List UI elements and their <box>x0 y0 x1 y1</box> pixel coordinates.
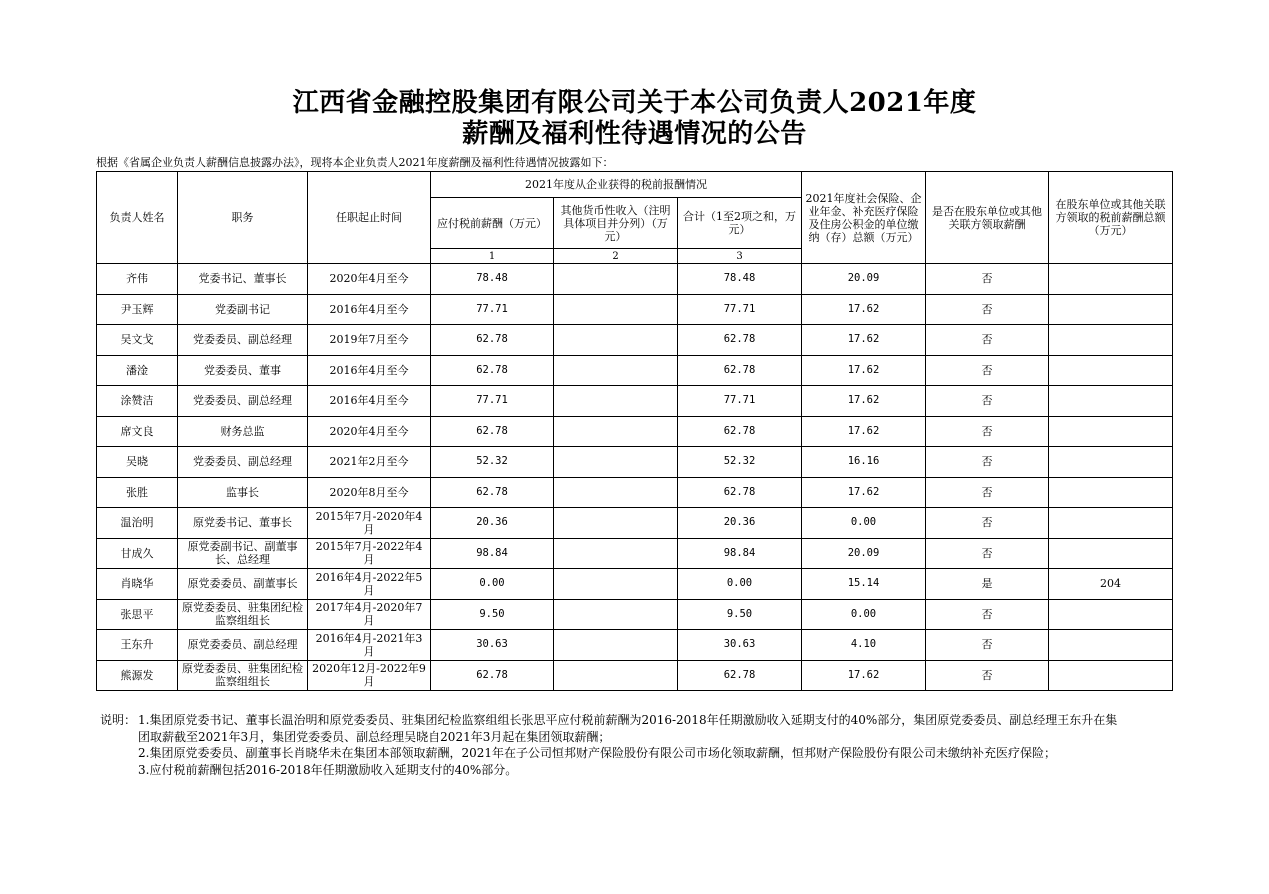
cell-insurance: 17.62 <box>802 294 926 325</box>
cell-related: 是 <box>926 569 1049 600</box>
table-body <box>97 264 1173 691</box>
cell-position: 原党委委员、副总经理 <box>178 630 308 661</box>
cell-name: 尹玉辉 <box>97 294 178 325</box>
header-pay: 应付税前薪酬（万元） <box>431 198 554 249</box>
cell-related-amount <box>1049 599 1173 630</box>
cell-pay: 9.50 <box>431 599 554 630</box>
cell-total: 62.78 <box>678 325 802 356</box>
cell-term: 2020年4月至今 <box>308 264 431 295</box>
cell-related-amount: 204 <box>1049 569 1173 600</box>
cell-related: 否 <box>926 630 1049 661</box>
cell-related-amount <box>1049 355 1173 386</box>
cell-insurance: 17.62 <box>802 386 926 417</box>
cell-other <box>554 660 678 691</box>
cell-insurance: 0.00 <box>802 508 926 539</box>
cell-related-amount <box>1049 538 1173 569</box>
page-subtitle: 薪酬及福利性待遇情况的公告 <box>462 119 807 149</box>
cell-term: 2016年4月-2022年5月 <box>308 569 431 600</box>
cell-position: 原党委副书记、副董事长、总经理 <box>178 538 308 569</box>
cell-related: 否 <box>926 477 1049 508</box>
cell-other <box>554 630 678 661</box>
cell-other <box>554 538 678 569</box>
cell-name: 张思平 <box>97 599 178 630</box>
cell-total: 62.78 <box>678 416 802 447</box>
header-col-3: 3 <box>678 249 802 264</box>
cell-term: 2017年4月-2020年7月 <box>308 599 431 630</box>
cell-insurance: 0.00 <box>802 599 926 630</box>
cell-total: 62.78 <box>678 660 802 691</box>
cell-insurance: 17.62 <box>802 325 926 356</box>
header-related: 是否在股东单位或其他关联方领取薪酬 <box>926 172 1049 264</box>
cell-position: 财务总监 <box>178 416 308 447</box>
cell-name: 熊源发 <box>97 660 178 691</box>
cell-related-amount <box>1049 508 1173 539</box>
cell-pay: 52.32 <box>431 447 554 478</box>
cell-name: 甘成久 <box>97 538 178 569</box>
cell-position: 党委书记、董事长 <box>178 264 308 295</box>
cell-term: 2015年7月-2020年4月 <box>308 508 431 539</box>
cell-position: 原党委委员、驻集团纪检监察组组长 <box>178 660 308 691</box>
cell-total: 77.71 <box>678 386 802 417</box>
cell-total: 30.63 <box>678 630 802 661</box>
cell-total: 78.48 <box>678 264 802 295</box>
cell-insurance: 17.62 <box>802 477 926 508</box>
cell-name: 潘淦 <box>97 355 178 386</box>
cell-pay: 30.63 <box>431 630 554 661</box>
cell-other <box>554 325 678 356</box>
cell-insurance: 15.14 <box>802 569 926 600</box>
cell-position: 党委委员、副总经理 <box>178 447 308 478</box>
cell-term: 2019年7月至今 <box>308 325 431 356</box>
cell-other <box>554 599 678 630</box>
cell-pay: 62.78 <box>431 416 554 447</box>
cell-position: 原党委书记、董事长 <box>178 508 308 539</box>
intro-text: 根据《省属企业负责人薪酬信息披露办法》，现将本企业负责人2021年度薪酬及福利性待遇情况披露如下： <box>96 156 614 169</box>
cell-other <box>554 264 678 295</box>
note-item: 1.集团原党委书记、董事长温治明和原党委委员、驻集团纪检监察组组长张思平应付税前薪酬为2016-2018年任期激励收入延期支付的40%部分，集团原党委委员、副总经理王东升在集团取薪截至2021年3月，集团党委委员、副总经理吴晓自2021年3月起在集团领取薪酬； <box>138 713 1118 744</box>
cell-term: 2015年7月-2022年4月 <box>308 538 431 569</box>
cell-name: 吴文戈 <box>97 325 178 356</box>
cell-term: 2016年4月至今 <box>308 294 431 325</box>
cell-related-amount <box>1049 325 1173 356</box>
compensation-table <box>96 171 1173 691</box>
cell-other <box>554 416 678 447</box>
cell-related-amount <box>1049 660 1173 691</box>
table-row <box>97 477 1173 508</box>
cell-name: 王东升 <box>97 630 178 661</box>
cell-related: 否 <box>926 325 1049 356</box>
cell-other <box>554 569 678 600</box>
cell-position: 党委委员、董事 <box>178 355 308 386</box>
cell-insurance: 4.10 <box>802 630 926 661</box>
cell-position: 原党委委员、驻集团纪检监察组组长 <box>178 599 308 630</box>
cell-term: 2016年4月-2021年3月 <box>308 630 431 661</box>
cell-other <box>554 355 678 386</box>
cell-related-amount <box>1049 416 1173 447</box>
cell-insurance: 17.62 <box>802 416 926 447</box>
table-row <box>97 264 1173 295</box>
cell-term: 2016年4月至今 <box>308 355 431 386</box>
table-row <box>97 538 1173 569</box>
table-row <box>97 325 1173 356</box>
cell-related: 否 <box>926 660 1049 691</box>
cell-pay: 62.78 <box>431 325 554 356</box>
cell-insurance: 17.62 <box>802 355 926 386</box>
cell-insurance: 20.09 <box>802 264 926 295</box>
cell-total: 62.78 <box>678 355 802 386</box>
page-title: 江西省金融控股集团有限公司关于本公司负责人2021年度 <box>292 88 977 118</box>
notes-prefix: 说明： <box>100 713 137 727</box>
table-row <box>97 386 1173 417</box>
cell-term: 2021年2月至今 <box>308 447 431 478</box>
cell-term: 2020年4月至今 <box>308 416 431 447</box>
cell-related: 否 <box>926 264 1049 295</box>
header-related-amount: 在股东单位或其他关联方领取的税前薪酬总额（万元） <box>1049 172 1173 264</box>
cell-related: 否 <box>926 599 1049 630</box>
cell-insurance: 20.09 <box>802 538 926 569</box>
cell-related-amount <box>1049 630 1173 661</box>
cell-total: 98.84 <box>678 538 802 569</box>
table-row <box>97 660 1173 691</box>
cell-other <box>554 477 678 508</box>
table-row <box>97 569 1173 600</box>
cell-total: 52.32 <box>678 447 802 478</box>
cell-insurance: 16.16 <box>802 447 926 478</box>
cell-term: 2020年8月至今 <box>308 477 431 508</box>
cell-term: 2020年12月-2022年9月 <box>308 660 431 691</box>
table-row <box>97 630 1173 661</box>
cell-related-amount <box>1049 386 1173 417</box>
header-col-1: 1 <box>431 249 554 264</box>
note-item: 3.应付税前薪酬包括2016-2018年任期激励收入延期支付的40%部分。 <box>138 762 518 777</box>
cell-name: 温治明 <box>97 508 178 539</box>
cell-insurance: 17.62 <box>802 660 926 691</box>
cell-related-amount <box>1049 477 1173 508</box>
table-row <box>97 355 1173 386</box>
header-total: 合计（1至2项之和，万元） <box>678 198 802 249</box>
cell-position: 党委委员、副总经理 <box>178 386 308 417</box>
cell-name: 肖晓华 <box>97 569 178 600</box>
header-position: 职务 <box>178 172 308 264</box>
header-insurance: 2021年度社会保险、企业年金、补充医疗保险及住房公积金的单位缴纳（存）总额（万元） <box>802 172 926 264</box>
cell-related: 否 <box>926 416 1049 447</box>
cell-total: 77.71 <box>678 294 802 325</box>
cell-total: 20.36 <box>678 508 802 539</box>
cell-term: 2016年4月至今 <box>308 386 431 417</box>
table-row <box>97 294 1173 325</box>
cell-name: 张胜 <box>97 477 178 508</box>
cell-related: 否 <box>926 386 1049 417</box>
cell-related-amount <box>1049 264 1173 295</box>
cell-pay: 0.00 <box>431 569 554 600</box>
table-row <box>97 508 1173 539</box>
header-name: 负责人姓名 <box>97 172 178 264</box>
cell-pay: 62.78 <box>431 355 554 386</box>
cell-pay: 77.71 <box>431 294 554 325</box>
cell-other <box>554 386 678 417</box>
cell-total: 0.00 <box>678 569 802 600</box>
cell-pay: 20.36 <box>431 508 554 539</box>
table-row <box>97 599 1173 630</box>
cell-other <box>554 447 678 478</box>
cell-pay: 77.71 <box>431 386 554 417</box>
header-pay-group: 2021年度从企业获得的税前报酬情况 <box>431 172 802 198</box>
cell-name: 席文良 <box>97 416 178 447</box>
table-row <box>97 416 1173 447</box>
cell-name: 涂赞洁 <box>97 386 178 417</box>
cell-total: 62.78 <box>678 477 802 508</box>
cell-other <box>554 508 678 539</box>
cell-total: 9.50 <box>678 599 802 630</box>
cell-related: 否 <box>926 538 1049 569</box>
cell-related: 否 <box>926 294 1049 325</box>
table-row <box>97 447 1173 478</box>
cell-name: 吴晓 <box>97 447 178 478</box>
header-term: 任职起止时间 <box>308 172 431 264</box>
cell-related-amount <box>1049 294 1173 325</box>
cell-position: 党委副书记 <box>178 294 308 325</box>
cell-pay: 98.84 <box>431 538 554 569</box>
cell-related: 否 <box>926 447 1049 478</box>
note-item: 2.集团原党委委员、副董事长肖晓华未在集团本部领取薪酬，2021年在子公司恒邦财产保险股份有限公司市场化领取薪酬，恒邦财产保险股份有限公司未缴纳补充医疗保险； <box>138 746 1056 760</box>
cell-related-amount <box>1049 447 1173 478</box>
header-col-2: 2 <box>554 249 678 264</box>
cell-position: 党委委员、副总经理 <box>178 325 308 356</box>
cell-pay: 62.78 <box>431 660 554 691</box>
cell-other <box>554 294 678 325</box>
cell-related: 否 <box>926 355 1049 386</box>
cell-pay: 78.48 <box>431 264 554 295</box>
cell-related: 否 <box>926 508 1049 539</box>
cell-pay: 62.78 <box>431 477 554 508</box>
cell-position: 原党委委员、副董事长 <box>178 569 308 600</box>
cell-name: 齐伟 <box>97 264 178 295</box>
cell-position: 监事长 <box>178 477 308 508</box>
header-other: 其他货币性收入（注明具体项目并分列）（万元） <box>554 198 678 249</box>
notes <box>100 712 1120 778</box>
